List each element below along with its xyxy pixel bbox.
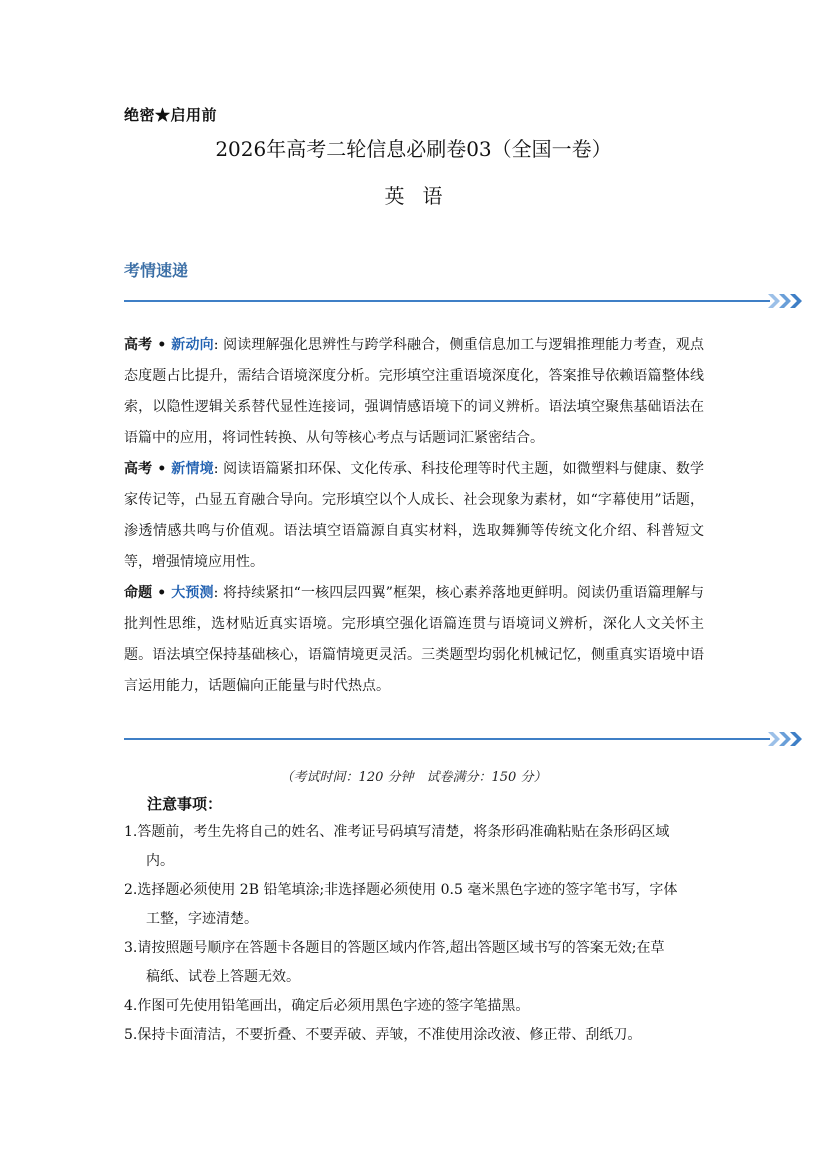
- analysis-paragraph: [124, 454, 704, 578]
- analysis-tag-highlight: 新情境: [171, 461, 214, 477]
- list-item: [124, 818, 706, 876]
- note-text: 保持卡面清洁，不要折叠、不要弄破、弄皱，不准使用涂改液、修正带、刮纸刀。: [137, 1027, 642, 1043]
- list-item: [124, 1021, 706, 1050]
- divider-bottom: [124, 738, 770, 740]
- notes-list: [124, 818, 706, 1050]
- analysis-paragraph: [124, 578, 704, 702]
- analysis-text: : 将持续紧扣“一核四层四翼”框架，核心素养落地更鲜明。阅读仍重语篇理解与批判性思维，选材贴近真实语境。完形填空强化语篇连贯与语境词义辨析，深化人文关怀主题。语法填空保持基础核心，语篇情境更灵活。三类题型均弱化机械记忆，侧重真实语境中语言运用能力，话题偏向正能量与时代热点。: [124, 585, 704, 694]
- chevron-right-icon: [766, 729, 806, 749]
- note-text: 作图可先使用铅笔画出，确定后必须用黑色字迹的签字笔描黑。: [137, 998, 530, 1014]
- note-number: 5.: [124, 1027, 138, 1043]
- divider-top: [124, 300, 770, 302]
- note-number: 3.: [124, 940, 138, 956]
- note-number: 2.: [124, 882, 138, 898]
- note-continuation: 内。: [146, 853, 174, 869]
- note-number: 4.: [124, 998, 138, 1014]
- analysis-tag-highlight: 大预测: [171, 585, 214, 601]
- list-item: [124, 992, 706, 1021]
- analysis-tag-prefix: 高考 •: [124, 461, 172, 477]
- note-text: 答题前，考生先将自己的姓名、准考证号码填写清楚，将条形码准确粘贴在条形码区域: [137, 824, 670, 840]
- analysis-text: : 阅读语篇紧扣环保、文化传承、科技伦理等时代主题，如微塑料与健康、数学家传记等，凸显五育融合导向。完形填空以个人成长、社会现象为素材，如“字幕使用”话题，渗透情感共鸣与价值观。语法填空语篇源自真实材料，选取舞狮等传统文化介绍、科普短文等，增强情境应用性。: [124, 461, 704, 570]
- subject-title: 英语: [384, 184, 461, 208]
- note-text: 请按照题号顺序在答题卡各题目的答题区域内作答,超出答题区域书写的答案无效;在草: [137, 940, 665, 956]
- list-item: [124, 934, 706, 992]
- note-number: 1.: [124, 824, 138, 840]
- note-continuation: 工整，字迹清楚。: [146, 911, 258, 927]
- exam-time-info: （考试时间：120 分钟 试卷满分：150 分）: [280, 770, 547, 785]
- chevron-right-icon: [766, 291, 806, 311]
- analysis-tag-highlight: 新动向: [171, 337, 214, 353]
- notes-heading: 注意事项：: [147, 795, 223, 813]
- analysis-tag-prefix: 命题 •: [124, 585, 172, 601]
- section-heading: 考情速递: [124, 261, 189, 280]
- analysis-paragraph: [124, 330, 704, 454]
- analysis-block: [124, 330, 704, 702]
- exam-title: 2026年高考二轮信息必刷卷03（全国一卷）: [215, 137, 612, 161]
- analysis-text: : 阅读理解强化思辨性与跨学科融合，侧重信息加工与逻辑推理能力考查，观点态度题占比提升，需结合语境深度分析。完形填空注重语境深度化，答案推导依赖语篇整体线索，以隐性逻辑关系替代显性连接词，强调情感语境下的词义辨析。语法填空聚焦基础语法在语篇中的应用，将词性转换、从句等核心考点与话题词汇紧密结合。: [124, 337, 704, 446]
- confidential-mark: 绝密★启用前: [124, 106, 218, 124]
- list-item: [124, 876, 706, 934]
- note-text: 选择题必须使用 2B 铅笔填涂;非选择题必须使用 0.5 毫米黑色字迹的签字笔书写，字体: [137, 882, 678, 898]
- note-continuation: 稿纸、试卷上答题无效。: [146, 969, 300, 985]
- analysis-tag-prefix: 高考 •: [124, 337, 172, 353]
